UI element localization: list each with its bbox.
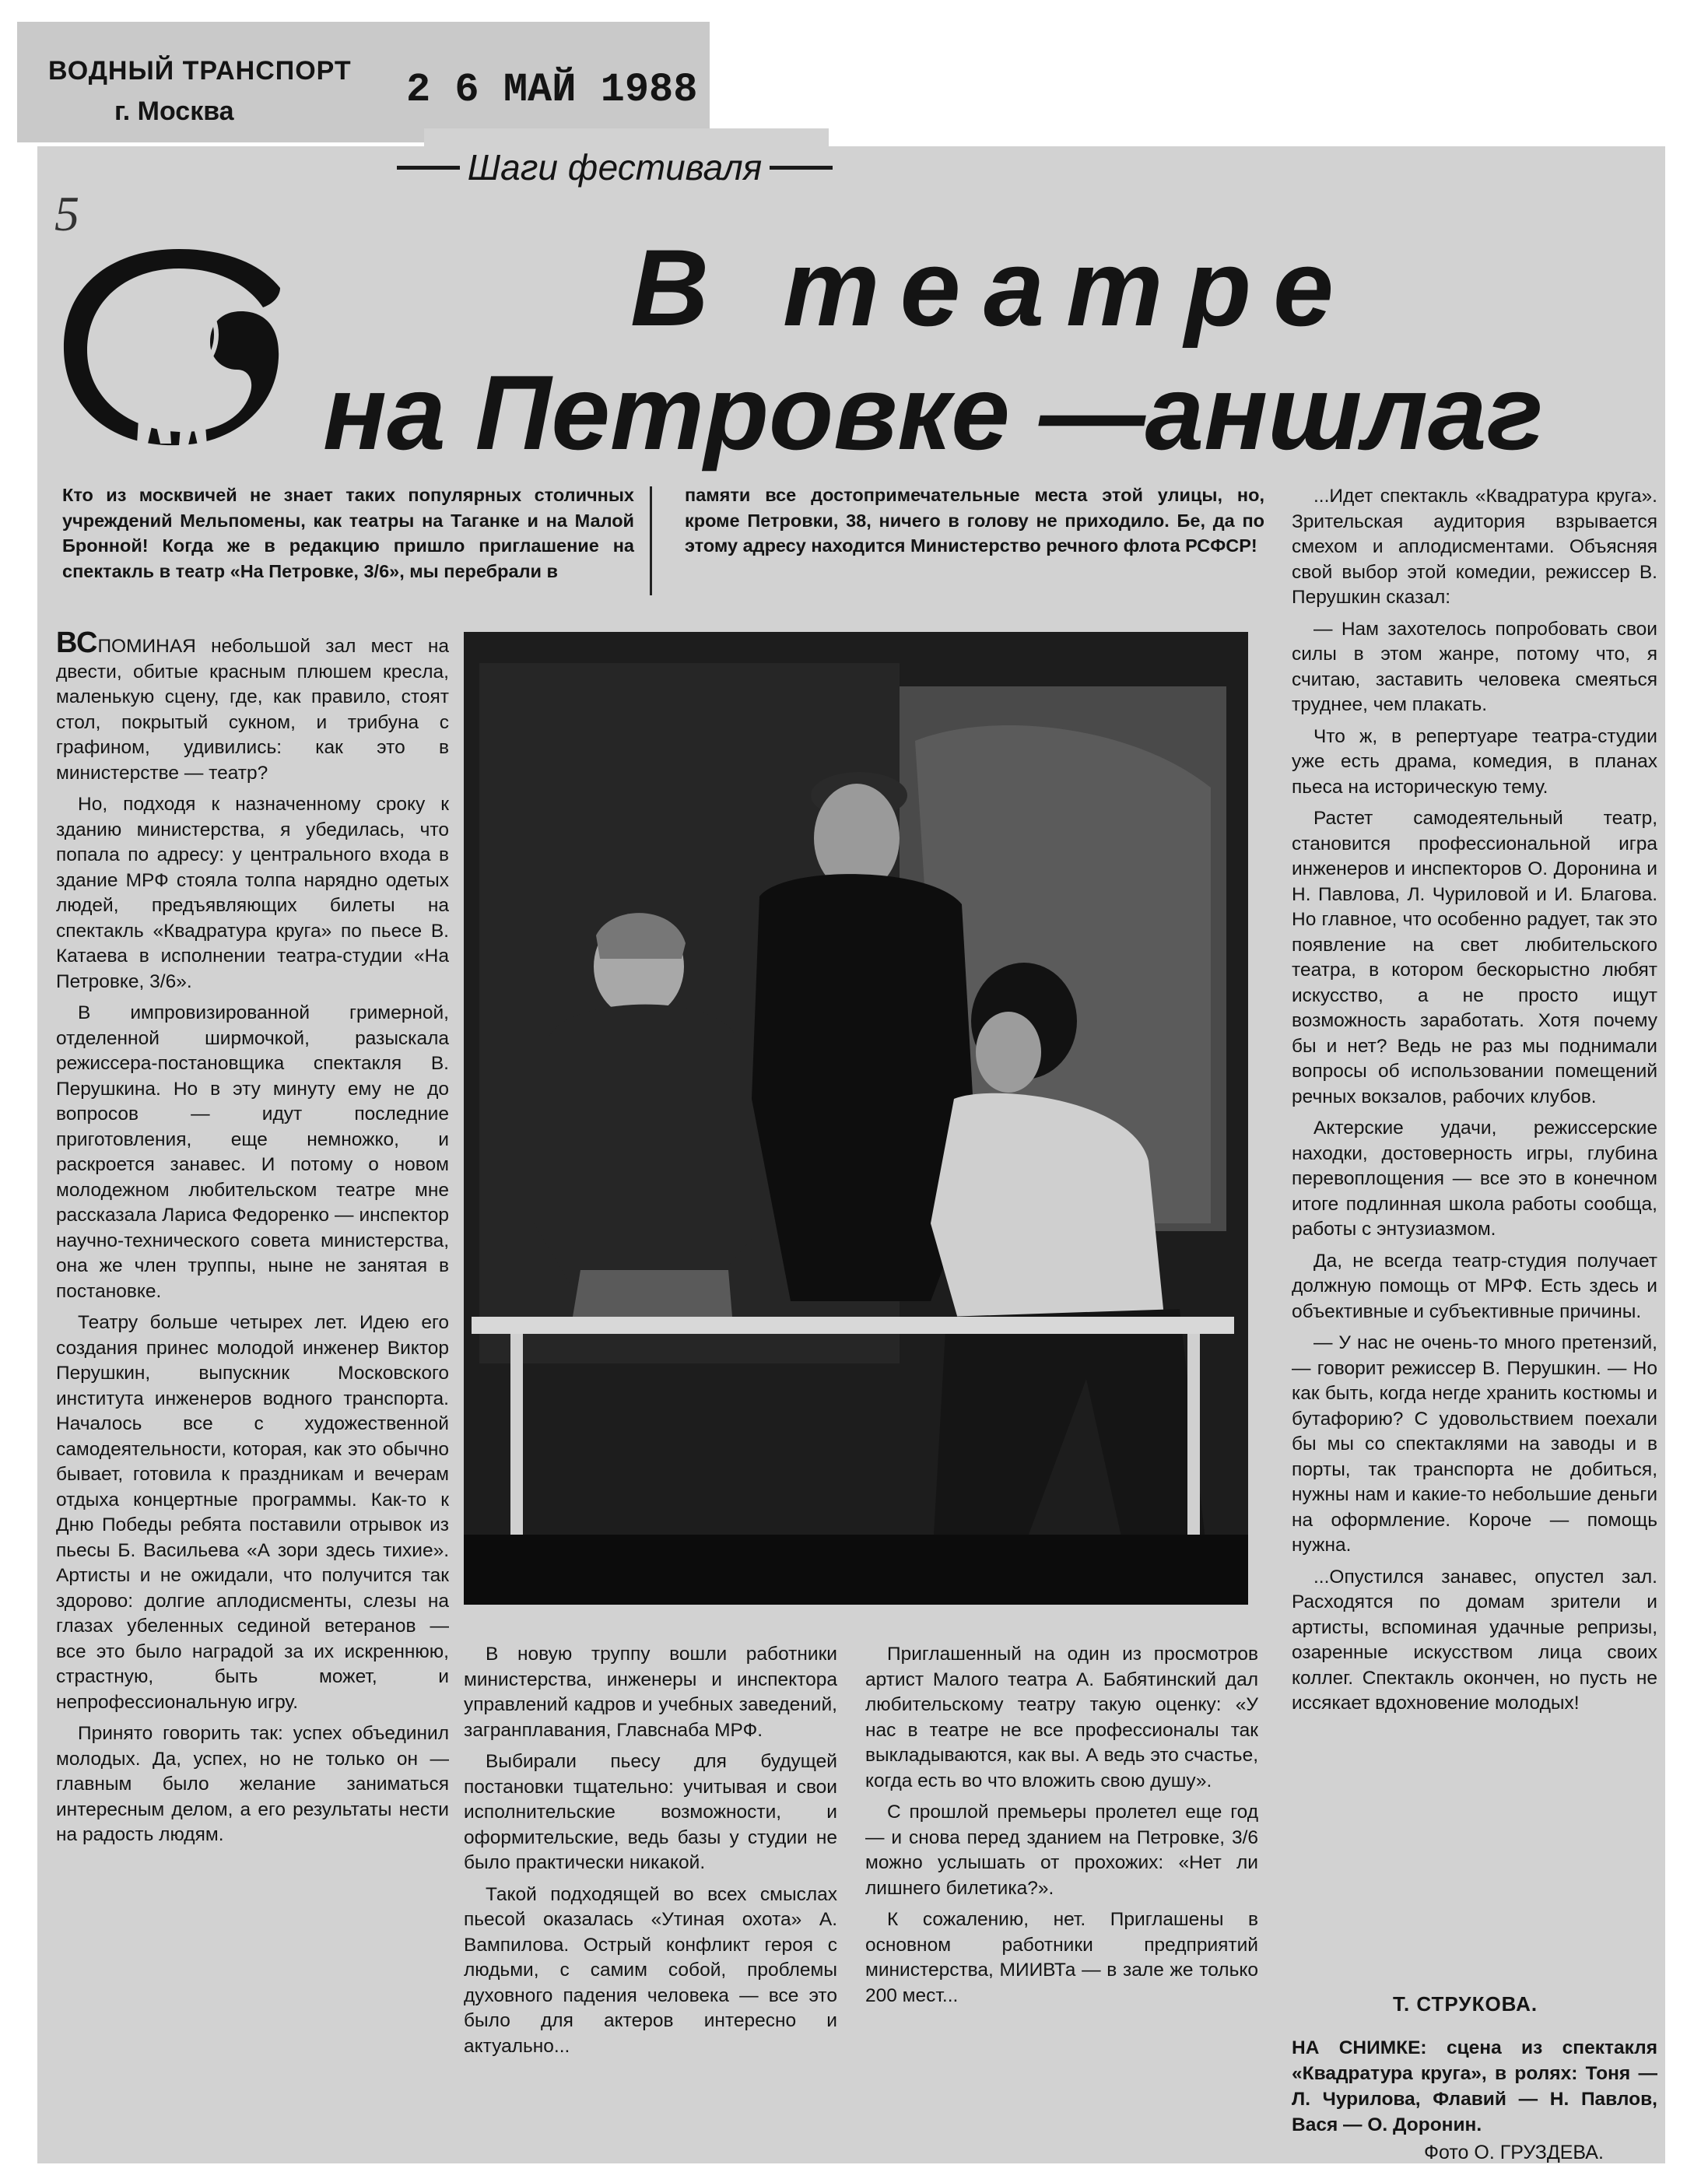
- drop-cap: ВС: [56, 626, 98, 659]
- festival-logo-icon: [54, 233, 288, 459]
- column-3-paragraph-1: Приглашенный на один из просмотров артист Малого театра А. Бабятинский дал любительскому театру такую оценку: «У нас в театре не все профессионалы так выкладываются, как вы. А ведь это счастье, когда есть во что вложить свою душу».: [865, 1644, 1258, 1791]
- stamp-date: 2 6 МАЙ 1988: [406, 67, 698, 113]
- column-1-paragraph-1: [56, 626, 449, 786]
- author-signature: Т. СТРУКОВА.: [1393, 1992, 1538, 2016]
- column-4-paragraph-4: Растет самодеятельный театр, становится профессиональной игра инженеров и инспекторов О. Доронина и Н. Павлова, Л. Чуриловой и И. Благова. Но главное, что особенно радует, так это появление на свет любительского театра, в котором бескорыстно любят искусство, а не просто ищут возможность заработать. Хотя почему бы и нет? Ведь не раз мы поднимали вопросы об использовании помещений речных вокзалов, рабочих клубов.: [1292, 808, 1657, 1107]
- column-2-paragraph-2: Выбирали пьесу для будущей постановки тщательно: учитывая и свои исполнительские возможности, и оформительские, ведь базы у студии не было практически никакой.: [464, 1751, 837, 1873]
- stamp-city: г. Москва: [114, 96, 234, 126]
- column-2-paragraph-1: В новую труппу вошли работники министерства, инженеры и инспектора управлений кадров и учебных заведений, загранплавания, Главснаба МРФ.: [464, 1644, 837, 1741]
- publication-stamp: [17, 22, 710, 142]
- photo-caption-text: [1292, 2035, 1657, 2138]
- rubric-title: Шаги фестиваля: [467, 147, 763, 188]
- caption-label: НА СНИМКЕ:: [1292, 2037, 1427, 2058]
- lead-text-2: памяти все достопримечательные места этой улицы, но, кроме Петровки, 38, ничего в голову не приходило. Бе, да по этому адресу находится Министерство речного флота РСФСР!: [685, 485, 1264, 556]
- headline-line-1: В театре: [630, 226, 1356, 349]
- column-4-paragraph-2: — Нам захотелось попробовать свои силы в этом жанре, потому что, я считаю, заставить человека смеяться труднее, чем плакать.: [1292, 618, 1657, 715]
- column-4-paragraph-5: Актерские удачи, режиссерские находки, достоверность игры, глубина перевоплощения — все это в конечном итоге подлинная школа работы сообща, работы с энтузиазмом.: [1292, 1118, 1657, 1240]
- column-2-paragraph-3: Такой подходящей во всех смыслах пьесой оказалась «Утиная охота» А. Вампилова. Острый конфликт героя с людьми, с самим собой, проблемы духовного падения человека — все это было для актеров интересно и актуально...: [464, 1883, 837, 2057]
- column-1-paragraph-3: В импровизированной гримерной, отделенной ширмочкой, разыскала режиссера-постановщика спектакля В. Перушкина. Но в эту минуту ему не до вопросов — идут последние приготовления, еще немножко, и раскроется занавес. И потому о новом молодежном любительском театре мне рассказала Лариса Федоренко — инспектор научно-технического совета министерства, она же член труппы, ныне не занятая в постановке.: [56, 1002, 449, 1302]
- lead-part-1: [62, 482, 634, 584]
- lead-divider: [650, 486, 652, 595]
- rubric-line-right: [770, 166, 833, 170]
- column-3: [865, 1642, 1258, 2015]
- column-4: [1292, 484, 1657, 1723]
- lead-part-2: [685, 482, 1264, 559]
- rubric: [397, 144, 833, 191]
- column-1-paragraph-2: Но, подходя к назначенному сроку к зданию министерства, я убедилась, что попала по адресу: у центрального входа в здание МРФ стояла толпа нарядно одетых людей, предъявляющих билеты на спектакль «Квадратура круга» по пьесе В. Катаева в исполнении театра-студии «На Петровке, 3/6».: [56, 794, 449, 992]
- column-4-paragraph-6: Да, не всегда театр-студия получает должную помощь от МРФ. Есть здесь и объективные и субъективные причины.: [1292, 1250, 1657, 1322]
- column-1-paragraph-4: Театру больше четырех лет. Идею его создания принес молодой инженер Виктор Перушкин, выпускник Московского института инженеров водного транспорта. Началось все с художественной самодеятельности, которая, как это обычно бывает, готовила к праздникам и вечерам отдыха концертные программы. Как-то к Дню Победы ребята поставили отрывок из пьесы Б. Васильева «А зори здесь тихие». Артисты и не ожидали, что получится так здорово: долгие аплодисменты, слезы на глазах убеленных сединой ветеранов — все это было наградой за их искреннюю, страстную, быть может, и непрофессиональную игру.: [56, 1312, 449, 1713]
- column-3-paragraph-3: К сожалению, нет. Приглашены в основном работники предприятий министерства, МИИВТа — в зале же только 200 мест...: [865, 1909, 1258, 2006]
- caption-body: сцена из спектакля «Квадратура круга», в ролях: Тоня — Л. Чурилова, Флавий — Н. Павлов, Вася — О. Доронин.: [1292, 2037, 1658, 2135]
- column-4-paragraph-7: — У нас не очень-то много претензий, — говорит режиссер В. Перушкин. — Но как быть, когда негде хранить костюмы и бутафорию? С удовольствием поехали бы мы со спектаклями на заводы и в порты, так транспорта не добиться, нужны нам и какие-то небольшие деньги на оформление. Короче — помощь нужна.: [1292, 1332, 1657, 1556]
- column-1-paragraph-1-text: ПОМИНАЯ небольшой зал мест на двести, обитые красным плюшем кресла, маленькую сцену, где, как правило, стоят стол, покрытый сукном, и трибуна с графином, удивились: как это в министерстве — театр?: [56, 636, 449, 784]
- column-2: [464, 1642, 837, 2065]
- column-4-paragraph-1: ...Идет спектакль «Квадратура круга». Зрительская аудитория взрывается смехом и аплодисментами. Объясняя свой выбор этой комедии, режиссер В. Перушкин сказал:: [1292, 486, 1657, 608]
- rubric-line-left: [397, 166, 460, 170]
- headline-line-2: на Петровке —аншлаг: [323, 353, 1544, 472]
- column-4-paragraph-8: ...Опустился занавес, опустел зал. Расходятся по домам зрители и артисты, вспоминая удачные репризы, озаренные искусством лица своих коллег. Спектакль окончен, но пусть не иссякает вдохновение молодых!: [1292, 1566, 1657, 1714]
- page-number: 5: [54, 186, 79, 241]
- stage-photo: [464, 632, 1248, 1605]
- column-3-paragraph-2: С прошлой премьеры пролетел еще год — и снова перед зданием на Петровке, 3/6 можно услышать от прохожих: «Нет ли лишнего билетика?».: [865, 1802, 1258, 1899]
- photo-caption: [1292, 2035, 1657, 2144]
- column-1: [56, 626, 449, 1854]
- photo-credit: Фото О. ГРУЗДЕВА.: [1424, 2142, 1604, 2163]
- stamp-publication: ВОДНЫЙ ТРАНСПОРТ: [48, 56, 352, 86]
- column-4-paragraph-3: Что ж, в репертуаре театра-студии уже есть драма, комедия, в планах пьеса на историческую тему.: [1292, 725, 1657, 798]
- lead-text-1: Кто из москвичей не знает таких популярных столичных учреждений Мельпомены, как театры на Таганке и на Малой Бронной! Когда же в редакцию пришло приглашение на спектакль в театр «На Петровке, 3/6», мы перебрали в: [62, 485, 634, 581]
- column-1-paragraph-5: Принято говорить так: успех объединил молодых. Да, успех, но не только он — главным было желание заниматься интересным делом, а его результаты нести на радость людям.: [56, 1723, 449, 1845]
